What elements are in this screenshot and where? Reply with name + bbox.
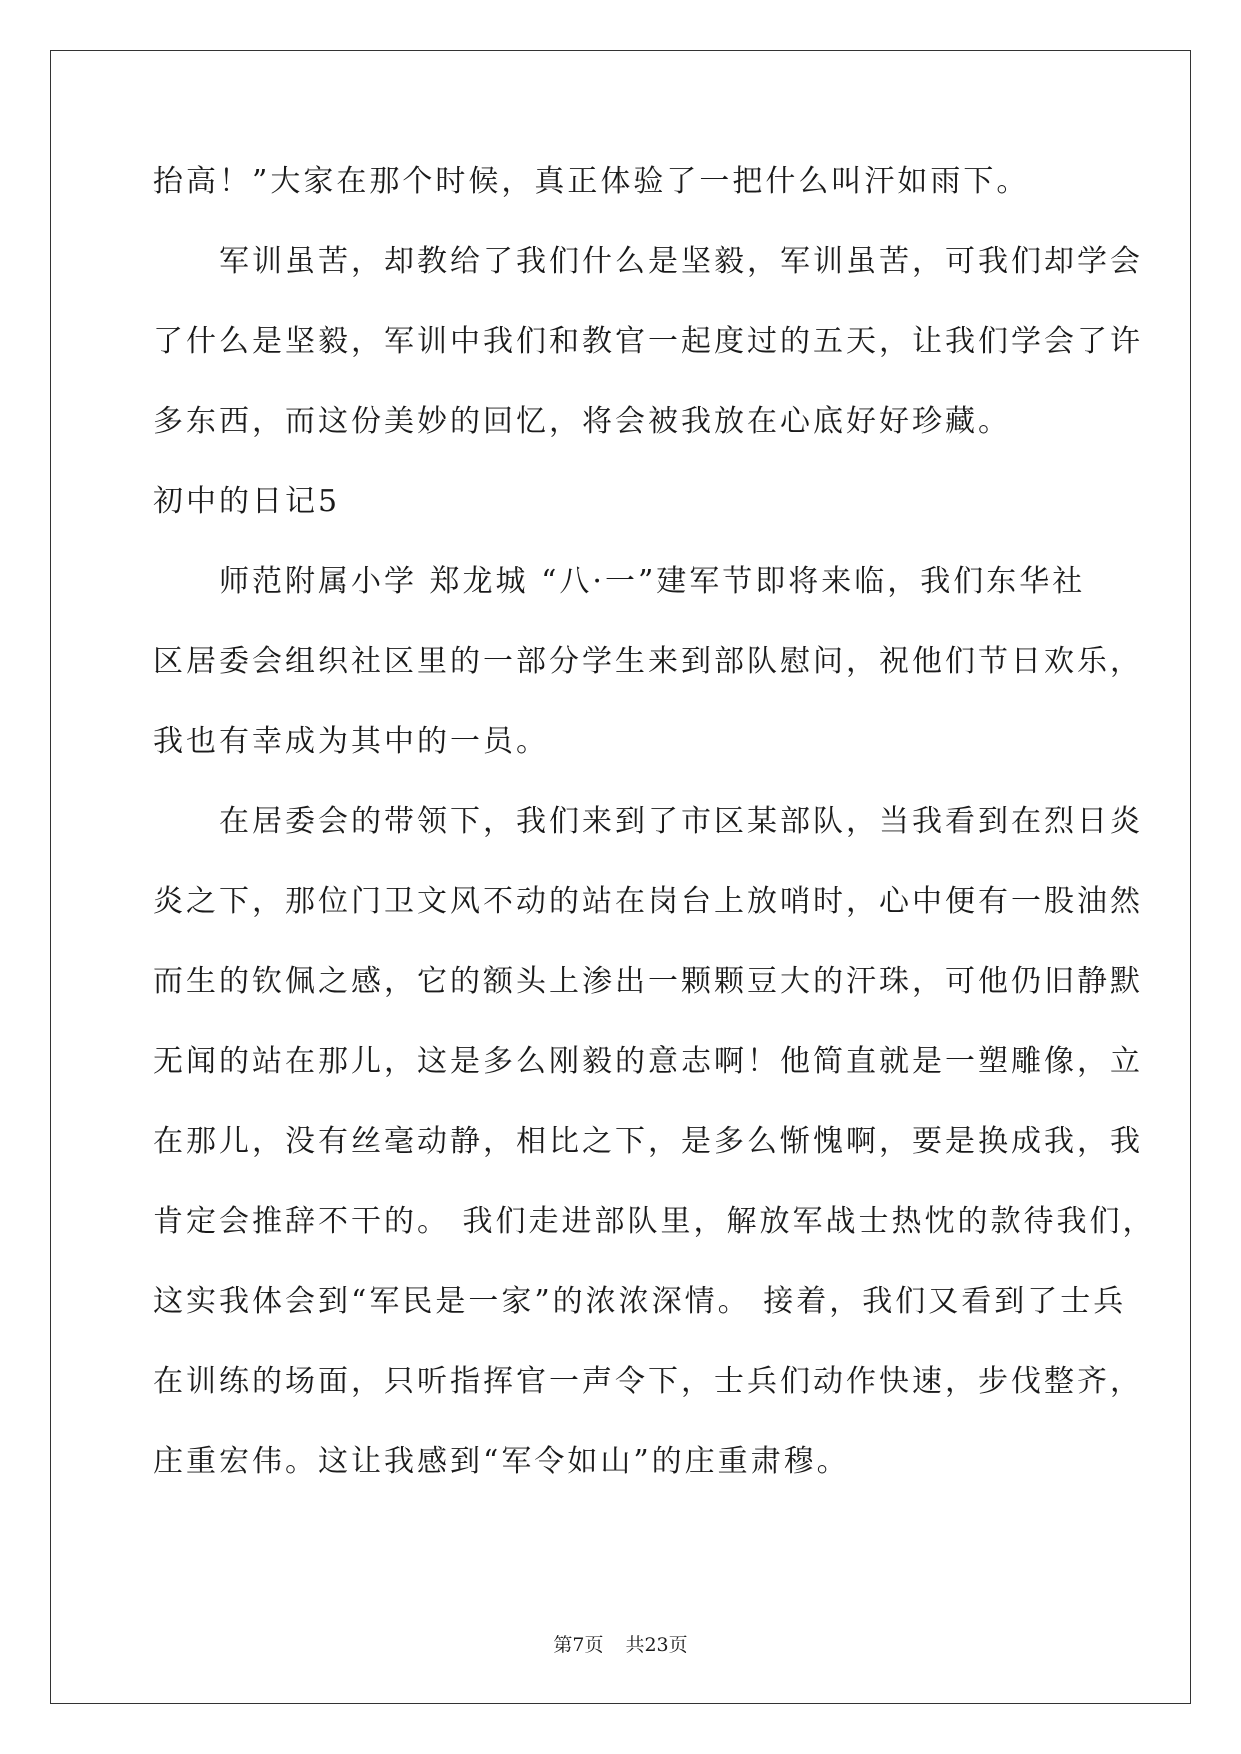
text-line: 在那儿，没有丝毫动静，相比之下，是多么惭愧啊，要是换成我，我 — [153, 1124, 1143, 1159]
text-line: 多东西，而这份美妙的回忆，将会被我放在心底好好珍藏。 — [153, 404, 1011, 439]
text-line: 在训练的场面，只听指挥官一声令下，士兵们动作快速，步伐整齐， — [153, 1364, 1143, 1399]
text-line: 了什么是坚毅，军训中我们和教官一起度过的五天，让我们学会了许 — [153, 324, 1143, 359]
text-line: 我也有幸成为其中的一员。 — [153, 724, 549, 759]
text-line: 而生的钦佩之感，它的额头上渗出一颗颗豆大的汗珠，可他仍旧静默 — [153, 964, 1143, 999]
text-line: 肯定会推辞不干的。 我们走进部队里，解放军战士热忱的款待我们， — [153, 1204, 1156, 1239]
section-heading: 初中的日记5 — [153, 484, 341, 519]
text-line: 在居委会的带领下，我们来到了市区某部队，当我看到在烈日炎 — [153, 804, 1143, 839]
text-line: 这实我体会到“军民是一家”的浓浓深情。 接着，我们又看到了士兵 — [153, 1284, 1127, 1319]
page-total: 共23页 — [625, 1634, 688, 1656]
text-line: 无闻的站在那儿，这是多么刚毅的意志啊！他简直就是一塑雕像，立 — [153, 1044, 1143, 1079]
text-line: 庄重宏伟。这让我感到“军令如山”的庄重肃穆。 — [153, 1444, 850, 1479]
text-line: 抬高！”大家在那个时候，真正体验了一把什么叫汗如雨下。 — [153, 164, 1030, 199]
page-number: 第7页 — [553, 1634, 604, 1656]
page-footer — [0, 1630, 1241, 1657]
text-line: 师范附属小学 郑龙城 “八·一”建军节即将来临，我们东华社 — [153, 564, 1086, 599]
text-line: 军训虽苦，却教给了我们什么是坚毅，军训虽苦，可我们却学会 — [153, 244, 1143, 279]
text-line: 炎之下，那位门卫文风不动的站在岗台上放哨时，心中便有一股油然 — [153, 884, 1143, 919]
text-line: 区居委会组织社区里的一部分学生来到部队慰问，祝他们节日欢乐， — [153, 644, 1143, 679]
